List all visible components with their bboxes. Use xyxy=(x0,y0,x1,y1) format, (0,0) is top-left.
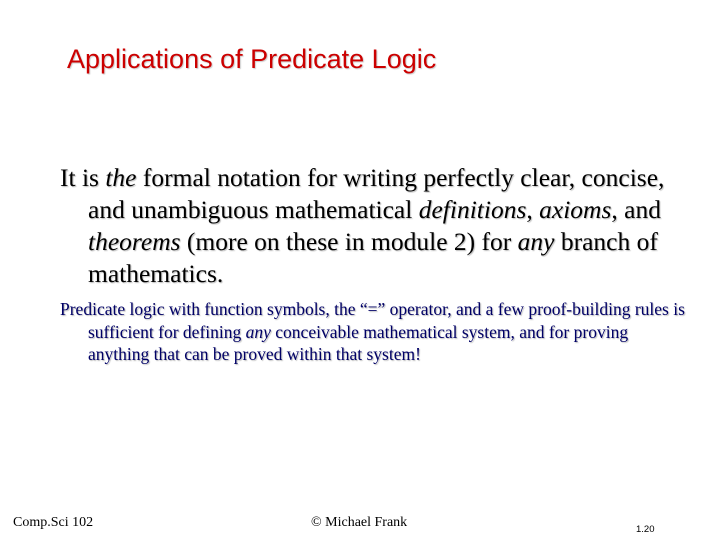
main-paragraph xyxy=(60,162,688,290)
emphasis-any: any xyxy=(517,227,555,256)
emphasis-theorems: theorems xyxy=(88,227,181,256)
main-paragraph-text: (more on these in module 2) for xyxy=(180,227,518,256)
emphasis-any-2: any xyxy=(245,321,271,342)
sub-paragraph-text: conceivable mathematical system, and for proving anything that can be proved within that system! xyxy=(88,321,629,364)
footer-author: © Michael Frank xyxy=(311,515,408,530)
footer-page-number: 1.20 xyxy=(636,524,655,535)
main-paragraph-text: , and xyxy=(611,195,661,224)
emphasis-axioms: axioms xyxy=(539,195,612,224)
main-paragraph-text: , xyxy=(526,195,540,224)
emphasis-definitions: definitions xyxy=(418,195,527,224)
main-paragraph-text: It is xyxy=(60,163,106,192)
emphasis-the: the xyxy=(105,163,137,192)
main-paragraph-text: formal notation for writing perfectly clear, concise, and unambiguous mathematical xyxy=(88,163,665,224)
sub-paragraph-text: Predicate logic with function symbols, the “=” operator, and a few proof-building rules is sufficient for defining xyxy=(60,299,685,342)
main-paragraph-text: branch of mathematics. xyxy=(88,227,658,288)
slide-title: Applications of Predicate Logic xyxy=(67,44,437,74)
footer-course: Comp.Sci 102 xyxy=(13,515,94,530)
sub-paragraph xyxy=(60,298,688,366)
